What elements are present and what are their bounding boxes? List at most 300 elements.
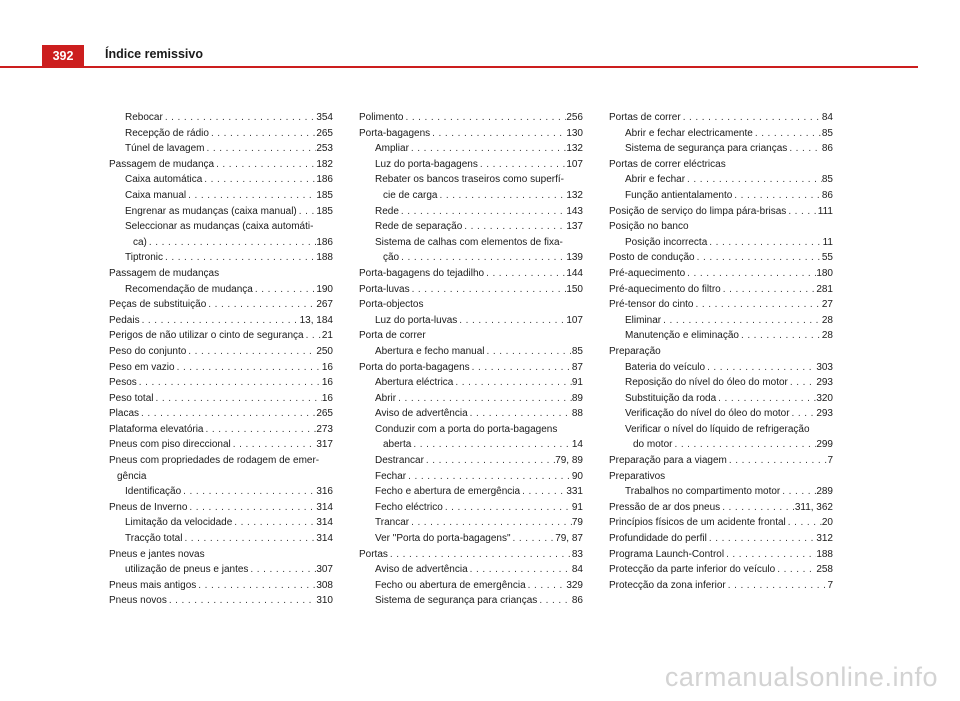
dot-leader bbox=[786, 515, 822, 531]
index-entry bbox=[359, 515, 583, 531]
dot-leader bbox=[411, 437, 572, 453]
entry-term: Abrir e fechar electricamente bbox=[625, 127, 753, 139]
index-entry bbox=[109, 484, 333, 500]
entry-page-ref: 85 bbox=[821, 174, 833, 186]
entry-page-ref: 86 bbox=[821, 143, 833, 155]
dot-leader bbox=[196, 578, 316, 594]
dot-leader bbox=[478, 157, 566, 173]
index-entry bbox=[109, 422, 333, 438]
entry-page-ref: 256 bbox=[566, 112, 583, 123]
entry-term: ção bbox=[383, 252, 400, 264]
dot-leader bbox=[470, 360, 572, 376]
index-entry bbox=[109, 578, 333, 594]
entry-page-ref: 79 bbox=[571, 517, 583, 529]
dot-leader bbox=[727, 453, 828, 469]
dot-leader bbox=[167, 593, 316, 609]
entry-page-ref: 265 bbox=[316, 408, 333, 420]
entry-page-ref: 107 bbox=[566, 158, 583, 170]
entry-term: Pneus com piso direccional bbox=[109, 439, 231, 451]
dot-leader bbox=[297, 204, 317, 220]
entry-term: Abertura e fecho manual bbox=[375, 345, 485, 357]
entry-term: Função antientalamento bbox=[625, 189, 733, 201]
entry-term: Pneus mais antigos bbox=[109, 579, 197, 591]
entry-page-ref: 91 bbox=[571, 501, 583, 513]
entry-term: Aviso de advertência bbox=[375, 564, 468, 576]
dot-leader bbox=[790, 406, 817, 422]
index-entry bbox=[109, 391, 333, 407]
entry-term: cie de carga bbox=[383, 189, 438, 201]
index-heading: Preparativos bbox=[609, 470, 666, 482]
dot-leader bbox=[231, 437, 317, 453]
entry-page-ref: 314 bbox=[316, 533, 333, 545]
entry-page-ref: 28 bbox=[821, 330, 833, 342]
entry-page-ref: 186 bbox=[316, 174, 333, 186]
index-entry bbox=[609, 141, 833, 157]
index-entry bbox=[609, 204, 833, 220]
entry-term: Pedais bbox=[109, 314, 140, 326]
entry-page-ref: 308 bbox=[316, 579, 333, 591]
index-heading: Pneus e jantes novas bbox=[109, 548, 205, 560]
entry-page-ref: 20 bbox=[821, 517, 833, 529]
dot-leader bbox=[685, 172, 822, 188]
dot-leader bbox=[468, 562, 572, 578]
index-entry bbox=[359, 126, 583, 142]
entry-term: Fechar bbox=[375, 470, 407, 482]
dot-leader bbox=[780, 484, 816, 500]
index-heading: gência bbox=[117, 470, 147, 482]
entry-term: Abrir bbox=[375, 392, 397, 404]
entry-page-ref: 86 bbox=[571, 595, 583, 607]
entry-page-ref: 55 bbox=[821, 252, 833, 264]
entry-term: Trabalhos no compartimento motor bbox=[625, 486, 781, 498]
index-entry-line: Sistema de calhas com elementos de fixa- bbox=[375, 236, 563, 248]
entry-page-ref: 89 bbox=[571, 392, 583, 404]
entry-term: Abrir e fechar bbox=[625, 174, 686, 186]
entry-page-ref: 311, 362 bbox=[794, 501, 833, 513]
entry-term: Verificação do nível do óleo do motor bbox=[625, 408, 790, 420]
header-rule bbox=[0, 66, 918, 68]
index-entry bbox=[109, 204, 333, 220]
entry-term: Perigos de não utilizar o cinto de segurança bbox=[109, 330, 304, 342]
entry-term: Porta do porta-bagagens bbox=[359, 361, 470, 373]
entry-term: Rede bbox=[375, 205, 399, 217]
entry-page-ref: 91 bbox=[571, 377, 583, 389]
entry-page-ref: 273 bbox=[316, 423, 333, 435]
dot-leader bbox=[186, 344, 316, 360]
entry-term: Peso total bbox=[109, 392, 154, 404]
entry-page-ref: 289 bbox=[816, 486, 833, 498]
index-heading: Porta-objectos bbox=[359, 299, 424, 311]
entry-term: Porta-bagagens do tejadilho bbox=[359, 267, 485, 279]
entry-term: utilização de pneus e jantes bbox=[125, 564, 249, 576]
dot-leader bbox=[511, 531, 556, 547]
entry-page-ref: 87 bbox=[571, 361, 583, 373]
index-entry bbox=[109, 500, 333, 516]
index-entry bbox=[609, 484, 833, 500]
dot-leader bbox=[399, 204, 566, 220]
entry-term: Posto de condução bbox=[609, 252, 695, 264]
entry-term: Pré-aquecimento do filtro bbox=[609, 283, 721, 295]
entry-page-ref: 16 bbox=[321, 392, 333, 404]
dot-leader bbox=[707, 235, 822, 251]
entry-page-ref: 144 bbox=[566, 267, 583, 279]
entry-page-ref: 265 bbox=[316, 127, 333, 139]
index-heading: Posição no banco bbox=[609, 221, 689, 233]
dot-leader bbox=[468, 406, 572, 422]
entry-term: Programa Launch-Control bbox=[609, 548, 725, 560]
index-entry bbox=[609, 328, 833, 344]
index-entry bbox=[359, 469, 583, 485]
entry-term: Luz do porta-luvas bbox=[375, 314, 458, 326]
dot-leader bbox=[739, 328, 822, 344]
entry-term: Rebocar bbox=[125, 112, 163, 123]
index-column-2 bbox=[359, 110, 583, 609]
index-entry bbox=[609, 515, 833, 531]
entry-term: Recepção de rádio bbox=[125, 127, 209, 139]
dot-leader bbox=[484, 266, 566, 282]
entry-term: Abertura eléctrica bbox=[375, 377, 454, 389]
entry-page-ref: 11 bbox=[822, 236, 833, 248]
entry-term: Portas bbox=[359, 548, 388, 560]
entry-term: Pré-tensor do cinto bbox=[609, 299, 694, 311]
entry-term: Fecho ou abertura de emergência bbox=[375, 579, 526, 591]
dot-leader bbox=[786, 204, 817, 220]
index-entry bbox=[609, 188, 833, 204]
entry-page-ref: 137 bbox=[566, 221, 583, 233]
index-entry bbox=[359, 110, 583, 126]
entry-page-ref: 13, 184 bbox=[299, 314, 333, 326]
dot-leader bbox=[720, 500, 795, 516]
dot-leader bbox=[163, 250, 316, 266]
entry-page-ref: 28 bbox=[821, 314, 833, 326]
dot-leader bbox=[409, 141, 566, 157]
entry-term: Plataforma elevatória bbox=[109, 423, 204, 435]
entry-page-ref: 329 bbox=[566, 579, 583, 591]
entry-page-ref: 303 bbox=[816, 361, 833, 373]
index-entry bbox=[359, 219, 583, 235]
index-entry bbox=[609, 110, 833, 126]
entry-page-ref: 21 bbox=[321, 330, 333, 342]
index-entry bbox=[359, 437, 583, 453]
page-title: Índice remissivo bbox=[105, 47, 203, 61]
index-entry bbox=[109, 328, 333, 344]
entry-term: Sistema de segurança para crianças bbox=[625, 143, 788, 155]
dot-leader bbox=[724, 547, 816, 563]
dot-leader bbox=[462, 219, 566, 235]
entry-term: Peso do conjunto bbox=[109, 345, 187, 357]
entry-page-ref: 180 bbox=[816, 267, 833, 279]
entry-term: Passagem de mudança bbox=[109, 158, 215, 170]
index-entry bbox=[109, 297, 333, 313]
index-entry bbox=[109, 313, 333, 329]
index-entry bbox=[359, 282, 583, 298]
entry-term: Polimento bbox=[359, 112, 404, 123]
dot-leader bbox=[214, 157, 316, 173]
entry-term: Pneus de Inverno bbox=[109, 501, 188, 513]
index-entry bbox=[109, 157, 333, 173]
entry-page-ref: 293 bbox=[816, 408, 833, 420]
index-entry bbox=[359, 391, 583, 407]
entry-page-ref: 139 bbox=[566, 252, 583, 264]
index-heading: Portas de correr eléctricas bbox=[609, 158, 726, 170]
index-entry bbox=[359, 360, 583, 376]
dot-leader bbox=[437, 188, 566, 204]
entry-page-ref: 293 bbox=[816, 377, 833, 389]
entry-page-ref: 186 bbox=[316, 236, 333, 248]
entry-term: Pesos bbox=[109, 377, 137, 389]
dot-leader bbox=[685, 266, 816, 282]
dot-leader bbox=[137, 375, 322, 391]
index-entry bbox=[609, 375, 833, 391]
index-entry bbox=[109, 375, 333, 391]
dot-leader bbox=[147, 235, 316, 251]
entry-page-ref: 310 bbox=[316, 595, 333, 607]
index-entry bbox=[109, 188, 333, 204]
entry-page-ref: 130 bbox=[566, 127, 583, 139]
index-entry bbox=[609, 547, 833, 563]
entry-term: Pré-aquecimento bbox=[609, 267, 686, 279]
index-entry bbox=[109, 110, 333, 126]
dot-leader bbox=[672, 437, 816, 453]
entry-term: Caixa automática bbox=[125, 174, 203, 186]
index-entry bbox=[359, 204, 583, 220]
entry-page-ref: 79, 89 bbox=[555, 455, 583, 467]
dot-leader bbox=[153, 391, 321, 407]
entry-term: ca) bbox=[133, 236, 147, 248]
dot-leader bbox=[716, 391, 816, 407]
dot-leader bbox=[661, 313, 822, 329]
entry-page-ref: 312 bbox=[816, 533, 833, 545]
index-entry bbox=[609, 360, 833, 376]
entry-term: Destrancar bbox=[375, 455, 424, 467]
entry-page-ref: 16 bbox=[321, 361, 333, 373]
index-column-1 bbox=[109, 110, 333, 609]
entry-page-ref: 185 bbox=[316, 205, 333, 217]
entry-page-ref: 16 bbox=[321, 377, 333, 389]
index-entry bbox=[609, 313, 833, 329]
index-entry bbox=[609, 578, 833, 594]
index-entry bbox=[109, 235, 333, 251]
dot-leader bbox=[209, 126, 316, 142]
dot-leader bbox=[409, 515, 572, 531]
dot-leader bbox=[396, 391, 572, 407]
entry-term: Posição de serviço do limpa pára-brisas bbox=[609, 205, 787, 217]
entry-term: aberta bbox=[383, 439, 412, 451]
index-entry bbox=[359, 547, 583, 563]
index-entry-line: Conduzir com a porta do porta-bagagens bbox=[375, 423, 558, 435]
index-entry bbox=[109, 282, 333, 298]
entry-page-ref: 150 bbox=[566, 283, 583, 295]
dot-leader bbox=[202, 172, 316, 188]
dot-leader bbox=[681, 110, 822, 126]
dot-leader bbox=[406, 469, 572, 485]
index-entry bbox=[609, 126, 833, 142]
entry-term: Ampliar bbox=[375, 143, 409, 155]
entry-term: Profundidade do perfil bbox=[609, 533, 707, 545]
index-entry bbox=[609, 297, 833, 313]
entry-page-ref: 354 bbox=[316, 112, 333, 123]
index-entry bbox=[609, 500, 833, 516]
index-entry bbox=[359, 453, 583, 469]
index-entry bbox=[359, 578, 583, 594]
index-entry bbox=[109, 562, 333, 578]
dot-leader bbox=[457, 313, 566, 329]
index-entry bbox=[359, 188, 583, 204]
entry-term: Trancar bbox=[375, 517, 410, 529]
dot-leader bbox=[186, 188, 316, 204]
entry-term: Princípios físicos de um acidente frontal bbox=[609, 517, 786, 529]
entry-page-ref: 250 bbox=[316, 345, 333, 357]
dot-leader bbox=[732, 188, 822, 204]
index-entry bbox=[359, 531, 583, 547]
index-column-3 bbox=[609, 110, 833, 593]
dot-leader bbox=[694, 297, 822, 313]
index-entry bbox=[609, 406, 833, 422]
entry-page-ref: 83 bbox=[571, 548, 583, 560]
entry-page-ref: 317 bbox=[316, 439, 333, 451]
dot-leader bbox=[403, 110, 566, 126]
dot-leader bbox=[526, 578, 567, 594]
entry-page-ref: 79, 87 bbox=[555, 533, 583, 545]
entry-term: Luz do porta-bagagens bbox=[375, 158, 478, 170]
entry-page-ref: 85 bbox=[821, 127, 833, 139]
entry-page-ref: 188 bbox=[316, 252, 333, 264]
index-entry-line: Rebater os bancos traseiros como superfí- bbox=[375, 174, 564, 186]
dot-leader bbox=[205, 141, 317, 157]
index-entry bbox=[109, 172, 333, 188]
index-entry bbox=[359, 375, 583, 391]
dot-leader bbox=[753, 126, 822, 142]
index-entry bbox=[359, 593, 583, 609]
dot-leader bbox=[204, 422, 317, 438]
index-entry bbox=[609, 172, 833, 188]
index-entry bbox=[109, 360, 333, 376]
index-entry bbox=[609, 437, 833, 453]
dot-leader bbox=[139, 406, 316, 422]
dot-leader bbox=[163, 110, 317, 126]
dot-leader bbox=[707, 531, 816, 547]
dot-leader bbox=[520, 484, 566, 500]
entry-term: Porta-luvas bbox=[359, 283, 410, 295]
dot-leader bbox=[388, 547, 572, 563]
entry-term: Recomendação de mudança bbox=[125, 283, 253, 295]
index-heading: Pneus com propriedades de rodagem de emer- bbox=[109, 455, 320, 467]
entry-page-ref: 90 bbox=[571, 470, 583, 482]
entry-page-ref: 316 bbox=[316, 486, 333, 498]
dot-leader bbox=[721, 282, 817, 298]
dot-leader bbox=[787, 141, 822, 157]
index-entry bbox=[609, 250, 833, 266]
dot-leader bbox=[726, 578, 828, 594]
index-entry bbox=[359, 344, 583, 360]
entry-term: Limitação da velocidade bbox=[125, 517, 233, 529]
watermark: carmanualsonline.info bbox=[664, 662, 938, 692]
entry-term: Protecção da zona inferior bbox=[609, 579, 726, 591]
entry-page-ref: 86 bbox=[821, 189, 833, 201]
entry-term: Pressão de ar dos pneus bbox=[609, 501, 721, 513]
page-number: 392 bbox=[42, 45, 84, 67]
entry-page-ref: 253 bbox=[316, 143, 333, 155]
entry-page-ref: 84 bbox=[571, 564, 583, 576]
dot-leader bbox=[424, 453, 555, 469]
index-entry bbox=[609, 282, 833, 298]
index-entry bbox=[109, 531, 333, 547]
index-entry bbox=[359, 250, 583, 266]
entry-page-ref: 132 bbox=[566, 189, 583, 201]
entry-page-ref: 267 bbox=[316, 299, 333, 311]
index-entry bbox=[609, 266, 833, 282]
entry-term: Fecho e abertura de emergência bbox=[375, 486, 521, 498]
entry-page-ref: 111 bbox=[817, 205, 833, 217]
dot-leader bbox=[443, 500, 572, 516]
index-entry bbox=[359, 484, 583, 500]
entry-term: Tiptronic bbox=[125, 252, 163, 264]
dot-leader bbox=[181, 484, 316, 500]
entry-page-ref: 182 bbox=[316, 158, 333, 170]
dot-leader bbox=[695, 250, 822, 266]
dot-leader bbox=[175, 360, 322, 376]
index-entry bbox=[109, 593, 333, 609]
entry-page-ref: 132 bbox=[566, 143, 583, 155]
entry-term: Identificação bbox=[125, 486, 182, 498]
dot-leader bbox=[705, 360, 816, 376]
entry-term: Placas bbox=[109, 408, 140, 420]
dot-leader bbox=[453, 375, 572, 391]
dot-leader bbox=[140, 313, 300, 329]
dot-leader bbox=[788, 375, 816, 391]
entry-term: Reposição do nível do óleo do motor bbox=[625, 377, 788, 389]
index-entry bbox=[109, 406, 333, 422]
dot-leader bbox=[182, 531, 316, 547]
entry-page-ref: 107 bbox=[566, 314, 583, 326]
index-entry-line: Verificar o nível do líquido de refrigeração bbox=[625, 423, 810, 435]
dot-leader bbox=[537, 593, 572, 609]
entry-page-ref: 331 bbox=[566, 486, 583, 498]
entry-page-ref: 314 bbox=[316, 501, 333, 513]
index-entry bbox=[109, 515, 333, 531]
index-entry bbox=[609, 453, 833, 469]
entry-page-ref: 307 bbox=[316, 564, 333, 576]
index-entry bbox=[609, 391, 833, 407]
dot-leader bbox=[399, 250, 566, 266]
dot-leader bbox=[485, 344, 572, 360]
entry-term: Caixa manual bbox=[125, 189, 187, 201]
entry-term: Protecção da parte inferior do veículo bbox=[609, 564, 776, 576]
dot-leader bbox=[430, 126, 566, 142]
entry-page-ref: 299 bbox=[816, 439, 833, 451]
entry-term: Bateria do veículo bbox=[625, 361, 706, 373]
entry-term: Sistema de segurança para crianças bbox=[375, 595, 538, 607]
index-entry bbox=[359, 141, 583, 157]
entry-term: Porta-bagagens bbox=[359, 127, 431, 139]
index-entry bbox=[359, 406, 583, 422]
entry-page-ref: 320 bbox=[816, 392, 833, 404]
entry-page-ref: 85 bbox=[571, 345, 583, 357]
entry-term: do motor bbox=[633, 439, 673, 451]
index-entry bbox=[609, 235, 833, 251]
index-entry bbox=[609, 531, 833, 547]
entry-term: Fecho eléctrico bbox=[375, 501, 443, 513]
index-entry bbox=[609, 562, 833, 578]
index-entry bbox=[109, 344, 333, 360]
entry-page-ref: 188 bbox=[816, 548, 833, 560]
entry-page-ref: 185 bbox=[316, 189, 333, 201]
dot-leader bbox=[253, 282, 316, 298]
entry-page-ref: 190 bbox=[316, 283, 333, 295]
index-entry bbox=[109, 250, 333, 266]
entry-page-ref: 281 bbox=[816, 283, 833, 295]
entry-term: Portas de correr bbox=[609, 112, 681, 123]
